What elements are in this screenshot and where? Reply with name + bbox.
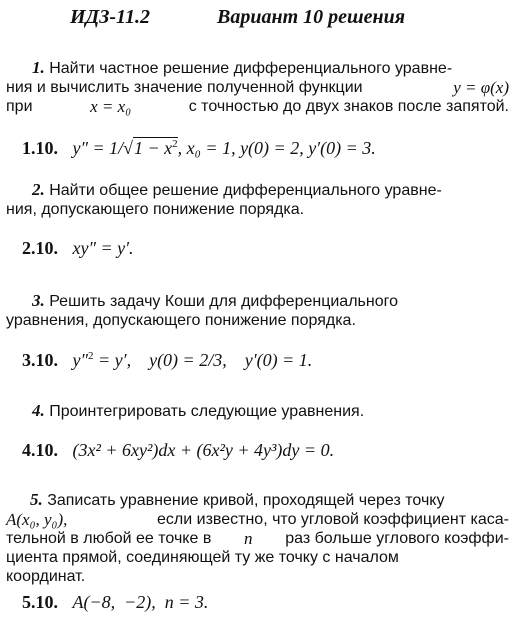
task-3 xyxy=(6,291,509,330)
point-notation: x = x₀ xyxy=(90,97,132,116)
task-1-line-3: при x = x₀ с точностью до двух знаков после запятой. xyxy=(6,97,509,116)
problem-label: 4.10. xyxy=(22,440,58,460)
point-a: A(x₀, y₀), xyxy=(6,510,68,529)
variant-title: Вариант 10 решения xyxy=(217,6,406,28)
problem-3-10: 3.10. y″$^2$ = y′, y(0) = 2/3, y′(0) = 1. xyxy=(22,350,313,370)
problem-4-10: 4.10. (3x² + 6xy²)dx + (6x²y + 4y³)dy = 0. xyxy=(22,440,335,460)
problem-label: 1.10. xyxy=(22,138,58,158)
task-5-line-4: циента прямой, соединяющей ту же точку с началом xyxy=(6,549,399,566)
task-2-line-2: ния, допускающего понижение порядка. xyxy=(6,201,305,218)
task-4 xyxy=(6,401,509,421)
problem-label: 2.10. xyxy=(22,238,58,258)
problem-5-10: 5.10. A(−8, −2), n = 3. xyxy=(22,592,209,612)
problem-1-10: 1.10. $y'' = 1/√1 - x^2$, x₀ = 1, y(0) = 2, y′(0) = 3. xyxy=(22,138,376,158)
task-5-line-3: тельной в любой ее точке в n раз больше углового коэффи- xyxy=(6,529,509,548)
task-3-number: 3. xyxy=(32,291,45,310)
task-5-line-5: координат. xyxy=(6,568,86,585)
task-4-number: 4. xyxy=(32,401,45,420)
problem-2-10: 2.10. xy″ = y′. xyxy=(22,238,134,258)
task-1-number: 1. xyxy=(32,58,45,77)
task-1 xyxy=(6,58,509,116)
task-1-line-2: ния и вычислить значение полученной функции y = φ(x) xyxy=(6,78,509,97)
problem-label: 3.10. xyxy=(22,350,58,370)
assignment-code: ИДЗ-11.2 xyxy=(70,6,150,28)
task-5-line-1: 5. Записать уравнение кривой, проходящей через точку xyxy=(30,490,445,509)
function-notation: y = φ(x) xyxy=(453,78,509,97)
task-1-line-1: 1. Найти частное решение дифференциального уравне- xyxy=(32,58,453,77)
task-3-line-2: уравнения, допускающего понижение порядка. xyxy=(6,312,356,329)
task-3-line-1: 3. Решить задачу Коши для дифференциального xyxy=(32,291,398,310)
task-4-line-1: 4. Проинтегрировать следующие уравнения. xyxy=(32,401,365,420)
task-5-line-2: A(x₀, y₀), если известно, что угловой коэффициент каса- xyxy=(6,510,509,529)
task-2-number: 2. xyxy=(32,180,45,199)
task-5 xyxy=(6,490,509,586)
task-2-line-1: 2. Найти общее решение дифференциального уравне- xyxy=(32,180,442,199)
problem-label: 5.10. xyxy=(22,592,58,612)
task-5-number: 5. xyxy=(30,490,43,509)
task-2 xyxy=(6,180,509,219)
n-symbol: n xyxy=(244,529,253,548)
